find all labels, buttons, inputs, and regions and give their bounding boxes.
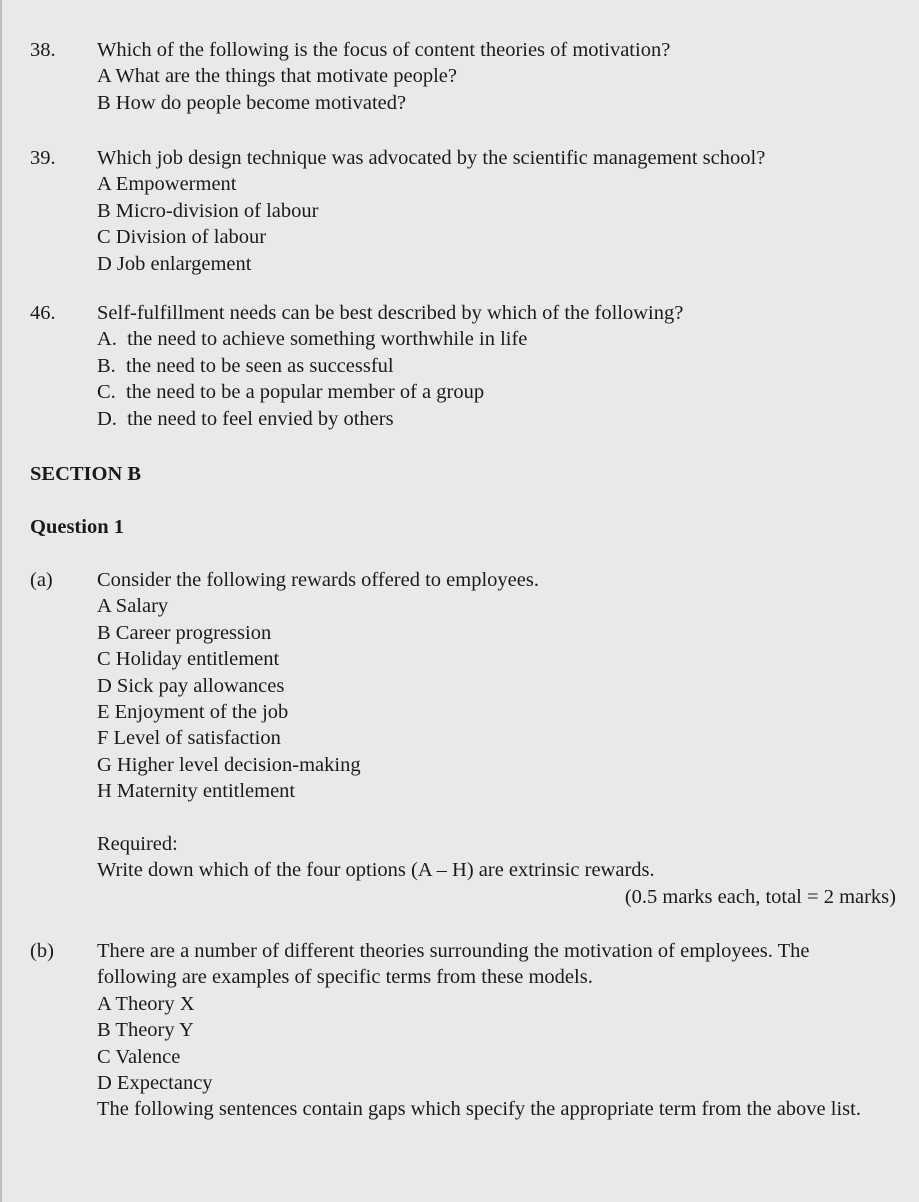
- option: F Level of satisfaction: [97, 727, 281, 750]
- option: B Theory Y: [97, 1019, 194, 1042]
- instruction: Write down which of the four options (A – H) are extrinsic rewards.: [97, 859, 655, 882]
- option: A Salary: [97, 595, 169, 618]
- question-stem: Which of the following is the focus of content theories of motivation?: [97, 39, 671, 61]
- part-stem-line-1: There are a number of different theories surrounding the motivation of employees. The: [97, 940, 810, 962]
- option: G Higher level decision-making: [97, 753, 361, 776]
- option: C Valence: [97, 1045, 181, 1068]
- question-38: [30, 37, 896, 116]
- option: A Empowerment: [97, 173, 237, 196]
- part-stem: Consider the following rewards offered to employees.: [97, 569, 539, 591]
- question-number: 46.: [30, 302, 56, 324]
- option: A Theory X: [97, 992, 195, 1015]
- question-number: 38.: [30, 39, 56, 61]
- option: C. the need to be a popular member of a group: [97, 381, 485, 404]
- option: C Holiday entitlement: [97, 648, 280, 671]
- section-title: SECTION B: [30, 463, 142, 485]
- question-stem: Which job design technique was advocated by the scientific management school?: [97, 147, 766, 169]
- option: A. the need to achieve something worthwhile in life: [97, 328, 528, 351]
- option: D Job enlargement: [97, 252, 252, 275]
- option: E Enjoyment of the job: [97, 701, 289, 724]
- question-stem: Self-fulfillment needs can be best described by which of the following?: [97, 302, 684, 324]
- option: B Micro-division of labour: [97, 199, 319, 222]
- part-stem-line-2: following are examples of specific terms from these models.: [97, 966, 593, 989]
- part-label: (b): [30, 940, 54, 962]
- question-title: Question 1: [30, 516, 124, 538]
- option: D Expectancy: [97, 1072, 213, 1095]
- part-label: (a): [30, 569, 53, 591]
- question-number: 39.: [30, 147, 56, 169]
- part-a: [30, 567, 896, 910]
- required-label: Required:: [97, 833, 178, 856]
- question-46: [30, 300, 896, 432]
- page-edge: [0, 0, 2, 1202]
- option: B Career progression: [97, 621, 272, 644]
- option: H Maternity entitlement: [97, 780, 296, 803]
- option: B How do people become motivated?: [97, 91, 407, 114]
- option: A What are the things that motivate people?: [97, 65, 457, 88]
- marks-note: (0.5 marks each, total = 2 marks): [624, 885, 896, 908]
- option: D. the need to feel envied by others: [97, 407, 394, 430]
- option: D Sick pay allowances: [97, 674, 285, 697]
- option: C Division of labour: [97, 226, 267, 249]
- closing-paragraph: The following sentences contain gaps which specify the appropriate term from the above list.: [97, 1098, 861, 1121]
- option: B. the need to be seen as successful: [97, 354, 394, 377]
- part-b: [30, 938, 896, 1123]
- question-39: [30, 145, 896, 277]
